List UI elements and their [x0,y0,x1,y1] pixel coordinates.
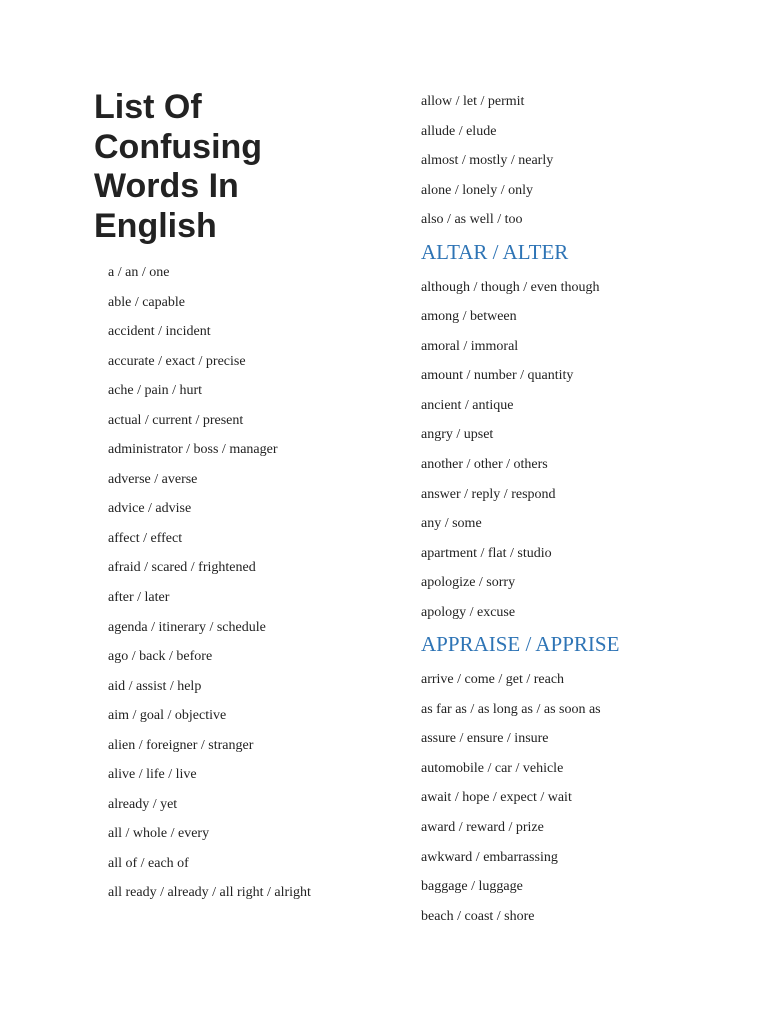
list-item: after / later [108,590,170,606]
list-item: aid / assist / help [108,678,202,694]
list-item: awkward / embarrassing [421,849,558,865]
word-list-left [108,263,388,913]
list-item: ancient / antique [421,397,514,413]
list-item: allow / let / permit [421,94,525,109]
list-item: among / between [421,309,517,325]
list-item: a / an / one [108,265,170,280]
list-item: all ready / already / all right / alright [108,885,311,901]
list-item: administrator / boss / manager [108,442,278,458]
list-item: amount / number / quantity [421,368,574,384]
list-item: advice / advise [108,501,192,517]
list-item: assure / ensure / insure [421,731,549,747]
list-item: apologize / sorry [421,575,516,591]
list-item: ago / back / before [108,649,213,665]
list-item: await / hope / expect / wait [421,790,572,806]
list-item: automobile / car / vehicle [421,760,564,776]
list-item: baggage / luggage [421,879,523,895]
list-item: award / reward / prize [421,820,544,836]
list-item: actual / current / present [108,412,244,428]
list-item: allude / elude [421,123,497,139]
list-item: aim / goal / objective [108,708,227,724]
list-item: arrive / come / get / reach [421,672,565,688]
list-item: afraid / scared / frightened [108,560,256,576]
list-item: beach / coast / shore [421,908,535,924]
list-item: already / yet [108,796,178,812]
list-item: alive / life / live [108,767,197,783]
word-list-right [421,92,741,936]
list-item: ache / pain / hurt [108,383,203,399]
list-item: accident / incident [108,324,211,340]
list-item: also / as well / too [421,212,523,228]
list-item: accurate / exact / precise [108,353,246,369]
list-item: affect / effect [108,530,183,546]
list-item: all / whole / every [108,826,210,842]
list-item: as far as / as long as / as soon as [421,701,601,717]
list-item: alien / foreigner / stranger [108,737,254,753]
list-item: alone / lonely / only [421,182,533,198]
list-item: apartment / flat / studio [421,545,552,561]
list-item: able / capable [108,294,185,310]
list-item: although / though / even though [421,279,600,295]
list-item: answer / reply / respond [421,486,556,502]
list-item: amoral / immoral [421,338,519,354]
list-item: any / some [421,516,482,532]
page-title: List Of Confusing Words In English [94,88,263,245]
list-item: another / other / others [421,457,548,473]
section-heading: ALTAR / ALTER [421,239,569,264]
list-item: adverse / averse [108,471,198,487]
list-item: angry / upset [421,427,494,443]
list-item: agenda / itinerary / schedule [108,619,266,635]
list-item: all of / each of [108,855,189,871]
list-item: almost / mostly / nearly [421,153,554,169]
section-heading: APPRAISE / APPRISE [421,632,620,657]
list-item: apology / excuse [421,604,516,620]
